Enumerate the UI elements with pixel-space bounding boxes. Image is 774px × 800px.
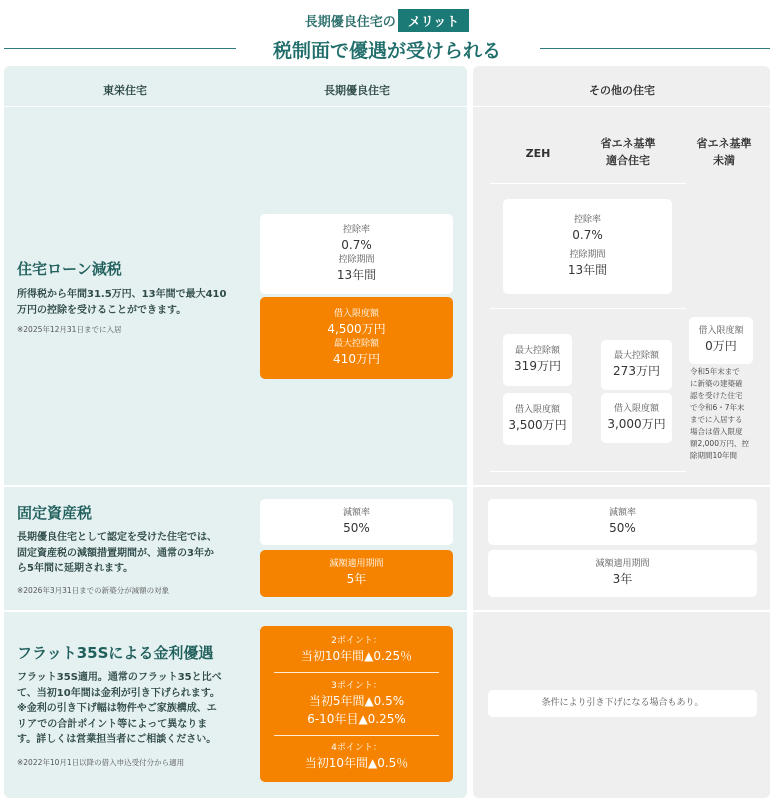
flat-point-2: [260, 631, 453, 669]
page-header: [0, 0, 774, 64]
flat-desc-line-3: ※金利の引き下げ幅は物件やご家族構成、エ: [17, 703, 217, 714]
subheader-noncompliant-l2: 未満: [713, 153, 735, 167]
loan-non-note-line: で令和6・7年末: [690, 403, 745, 412]
property-desc-line-2: 固定資産税の減額措置期間が、通常の3年か: [17, 547, 214, 559]
flat-point-4: [260, 738, 453, 776]
property-desc-line-1: 長期優良住宅として認定を受けた住宅では、: [17, 532, 217, 543]
loan-non-note-line: 場合は借入限度: [690, 427, 743, 436]
section-divider-1: [4, 485, 467, 487]
loan-other-rate-card: [503, 199, 672, 294]
loan-long-rate-card: [260, 214, 453, 294]
flat-long-points-card: [260, 626, 453, 782]
loan-long-max-value: 410万円: [333, 352, 380, 367]
section-divider-1b: [473, 485, 770, 487]
property-long-rate-label: 減額率: [342, 507, 370, 518]
loan-desc-line-1: 所得税から年間31.5万円、13年間で最大410: [17, 289, 227, 300]
loan-desc-line-2: 万円の控除を受けることができます。: [17, 304, 187, 316]
property-long-period-label: 減額適用期間: [329, 559, 384, 570]
flat-section-note: ※2022年10月1日以降の借入申込受付分から適用: [17, 758, 185, 767]
loan-non-note-line: までに入居する: [690, 415, 743, 424]
property-desc-line-3: ら5年間に延期されます。: [17, 563, 134, 574]
loan-non-note-line: 除期間10年間: [690, 451, 738, 460]
subtitle-badge: メリット: [398, 9, 469, 32]
loan-long-limit-value: 4,500万円: [327, 321, 386, 336]
property-section-note: ※2026年3月31日までの新築分が減額の対象: [17, 586, 170, 595]
property-section-desc: [17, 530, 217, 577]
loan-long-rate-value: 0.7%: [341, 237, 372, 252]
flat-divider: [274, 735, 440, 736]
flat-desc-line-2: て、当初10年間は金利が引き下げられます。: [17, 687, 220, 699]
subheader-compliant-l1: 省エネ基準: [600, 137, 656, 150]
property-other-period-label: 減額適用期間: [595, 559, 650, 570]
flat-desc-line-1: フラット35S適用。通常のフラット35と比べ: [17, 672, 222, 683]
loan-other-period-value: 13年間: [567, 262, 608, 277]
loan-long-limit-label: 借入限度額: [333, 308, 379, 319]
flat-desc-line-5: す。詳しくは営業担当者にご相談ください。: [17, 734, 217, 745]
property-long-rate-card: [260, 499, 453, 545]
column-header-toei: 東栄住宅: [103, 84, 147, 97]
loan-long-period-label: 控除期間: [338, 255, 375, 265]
header-divider-b: [473, 106, 770, 107]
loan-non-limit-card: [689, 317, 753, 364]
loan-long-max-label: 最大控除額: [333, 339, 379, 349]
loan-zeh-max-label: 最大控除額: [514, 345, 560, 356]
loan-comp-limit-card: [601, 393, 672, 443]
loan-non-note: [690, 366, 770, 462]
other-subheader-divider: [490, 183, 686, 184]
column-header-long-term: 長期優良住宅: [324, 84, 390, 97]
header-line-right: [540, 48, 770, 49]
property-other-rate-label: 減額率: [608, 507, 636, 518]
loan-long-period-value: 13年間: [336, 268, 377, 283]
subheader-noncompliant: [682, 136, 766, 169]
property-other-rate-value: 50%: [609, 520, 636, 535]
loan-other-period-label: 控除期間: [569, 249, 606, 260]
property-section-title: 固定資産税: [17, 504, 93, 522]
flat-desc-line-4: リアでの合計ポイント等によって異なりま: [17, 718, 208, 730]
loan-comp-max-value: 273万円: [613, 363, 660, 378]
section-divider-2: [4, 610, 467, 612]
loan-non-note-line: に新築の建築確: [690, 379, 743, 388]
loan-other-divider: [490, 308, 686, 309]
loan-zeh-limit-value: 3,500万円: [508, 417, 567, 432]
loan-non-limit-label: 借入限度額: [698, 326, 744, 337]
loan-section-note: ※2025年12月31日までに入居: [17, 325, 122, 334]
loan-comp-max-card: [601, 340, 672, 390]
subheader-compliant: [586, 136, 670, 169]
flat-point-4-value: 当初10年間▲0.5％: [304, 756, 409, 771]
flat-point-3-label: 3ポイント：: [331, 681, 382, 692]
subheader-compliant-l2: 適合住宅: [606, 153, 650, 167]
property-long-rate-value: 50%: [343, 520, 370, 535]
flat-other-text: 条件により引き下げになる場合もあり。: [541, 697, 704, 708]
loan-other-rate-label: 控除率: [573, 215, 601, 226]
column-header-other: その他の住宅: [589, 84, 655, 97]
loan-long-limit-card: [260, 297, 453, 379]
loan-long-rate-label: 控除率: [342, 224, 370, 235]
subheader-zeh: ZEH: [525, 147, 551, 160]
loan-comp-max-label: 最大控除額: [613, 350, 659, 361]
flat-divider: [274, 672, 440, 673]
section-divider-2b: [473, 610, 770, 612]
page-subtitle: [0, 9, 774, 32]
loan-non-note-line: 認を受けた住宅: [690, 391, 743, 400]
flat-point-2-value: 当初10年間▲0.25％: [300, 649, 413, 664]
loan-zeh-limit-label: 借入限度額: [514, 404, 560, 415]
loan-section-title: 住宅ローン減税: [17, 260, 122, 278]
loan-non-limit-value: 0万円: [705, 339, 737, 354]
loan-zeh-max-card: [503, 334, 572, 386]
loan-comp-limit-value: 3,000万円: [607, 416, 666, 431]
subheader-noncompliant-l1: 省エネ基準: [696, 137, 752, 150]
flat-point-2-label: 2ポイント：: [331, 636, 382, 647]
property-other-period-card: [488, 550, 757, 597]
loan-section-desc: [17, 287, 226, 318]
loan-other-rate-value: 0.7%: [572, 228, 603, 243]
subtitle-prefix: 長期優良住宅の: [304, 15, 396, 30]
flat-section-title: フラット35Sによる金利優遇: [17, 644, 214, 662]
loan-zeh-max-value: 319万円: [514, 358, 561, 373]
flat-point-3: [260, 676, 453, 732]
flat-point-3-value-2: 6-10年目▲0.25%: [307, 711, 406, 726]
flat-point-4-label: 4ポイント：: [331, 743, 382, 754]
loan-other-bottom-divider: [490, 471, 686, 472]
flat-point-3-value-1: 当初5年間▲0.5%: [308, 694, 405, 709]
page-title: 税制面で優遇が受けられる: [272, 40, 501, 62]
property-other-rate-card: [488, 499, 757, 545]
loan-non-note-line: 額2,000万円、控: [690, 439, 749, 448]
header-divider: [4, 106, 467, 107]
loan-zeh-limit-card: [503, 393, 572, 445]
loan-comp-limit-label: 借入限度額: [613, 403, 659, 414]
loan-non-note-line: 令和5年末まで: [690, 367, 740, 376]
property-long-period-value: 5年: [346, 572, 367, 587]
flat-section-desc: [17, 670, 222, 748]
flat-other-card: [488, 690, 757, 717]
property-other-period-value: 3年: [612, 572, 633, 587]
property-long-period-card: [260, 550, 453, 597]
